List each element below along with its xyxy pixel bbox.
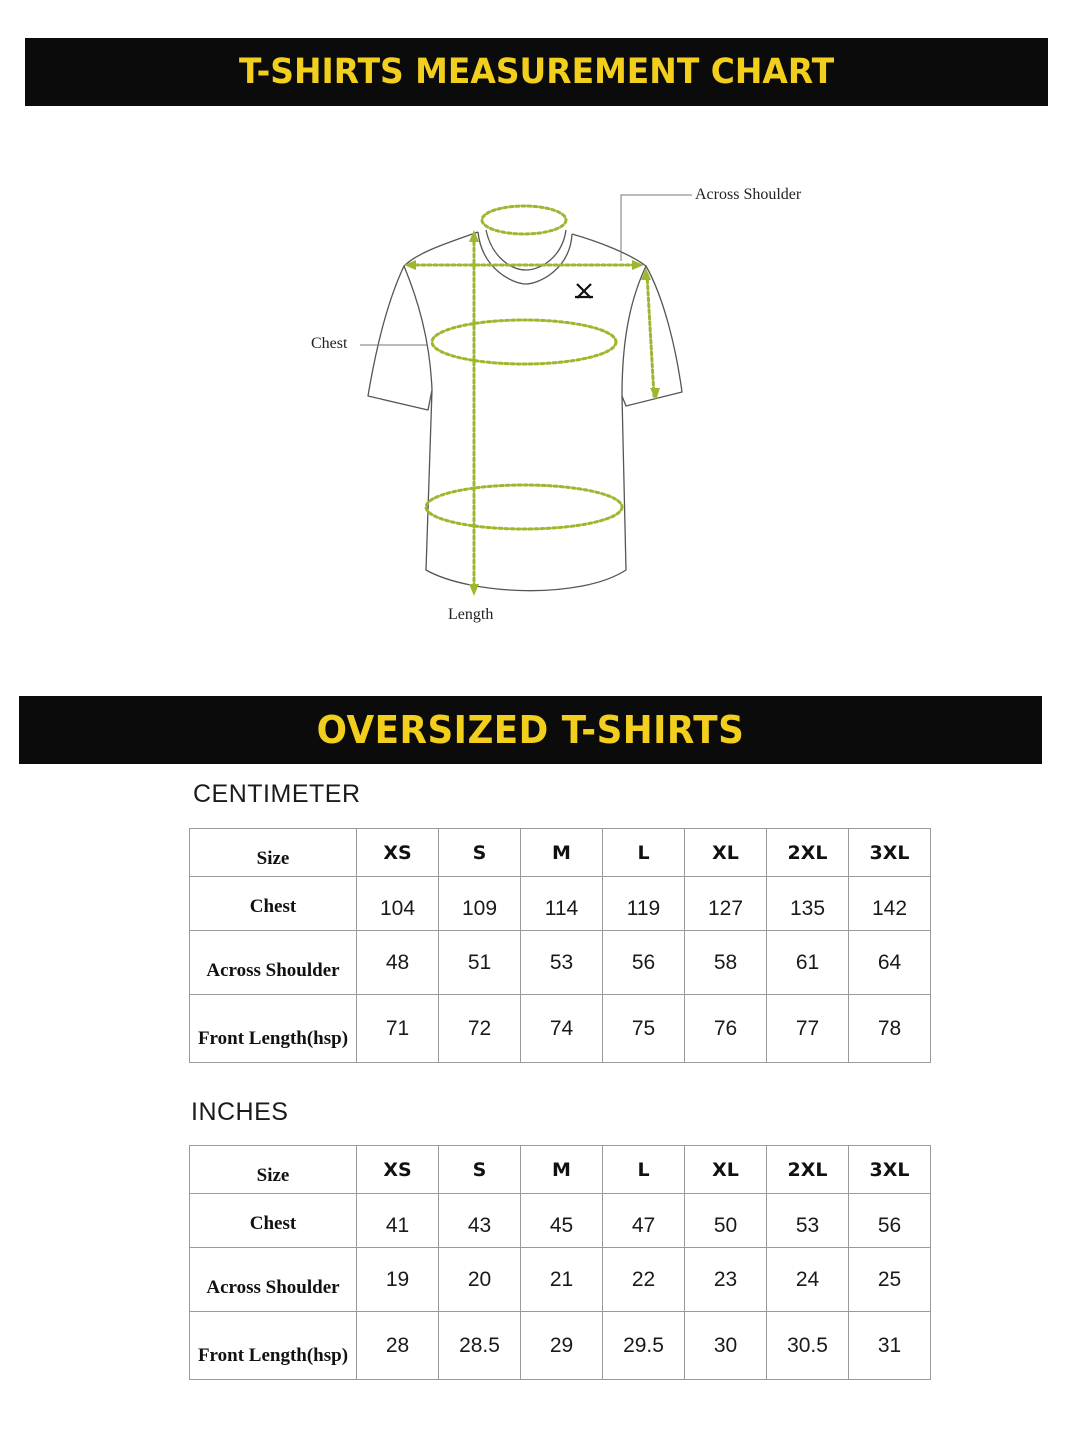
measurement-cell: 75: [603, 995, 685, 1063]
measurement-cell: 77: [767, 995, 849, 1063]
row-label: Front Length(hsp): [190, 1312, 357, 1380]
measurement-cell: 114: [521, 877, 603, 931]
measurement-cell: 41: [357, 1194, 439, 1248]
measurement-cell: 23: [685, 1248, 767, 1312]
measurement-cell: 74: [521, 995, 603, 1063]
size-header-cell: L: [603, 829, 685, 877]
table-row-front-length: [190, 1312, 931, 1380]
measurement-cell: 29.5: [603, 1312, 685, 1380]
measurement-cell: 43: [439, 1194, 521, 1248]
measurement-cell: 20: [439, 1248, 521, 1312]
table-row-across-shoulder: [190, 1248, 931, 1312]
measurement-cell: 135: [767, 877, 849, 931]
measurement-cell: 22: [603, 1248, 685, 1312]
measurement-cell: 78: [849, 995, 931, 1063]
measurement-cell: 28: [357, 1312, 439, 1380]
chart-title: T-SHIRTS MEASUREMENT CHART: [238, 52, 835, 92]
measurement-cell: 142: [849, 877, 931, 931]
measurement-cell: 29: [521, 1312, 603, 1380]
measurement-cell: 53: [767, 1194, 849, 1248]
measurement-cell: 72: [439, 995, 521, 1063]
size-header-cell: XL: [685, 829, 767, 877]
measurement-cell: 30: [685, 1312, 767, 1380]
measurement-cell: 19: [357, 1248, 439, 1312]
measurement-cell: 24: [767, 1248, 849, 1312]
measurement-cell: 76: [685, 995, 767, 1063]
measurement-cell: 47: [603, 1194, 685, 1248]
size-header-cell: XS: [357, 829, 439, 877]
size-table-centimeter: [189, 828, 931, 1063]
measurement-cell: 30.5: [767, 1312, 849, 1380]
measurement-cell: 53: [521, 931, 603, 995]
inches-label: INCHES: [191, 1098, 289, 1126]
measurement-cell: 104: [357, 877, 439, 931]
size-header-cell: M: [521, 829, 603, 877]
measurement-cell: 119: [603, 877, 685, 931]
row-label: Front Length(hsp): [190, 995, 357, 1063]
size-header-cell: L: [603, 1146, 685, 1194]
size-header-cell: XL: [685, 1146, 767, 1194]
size-header-cell: 3XL: [849, 829, 931, 877]
size-table-inches: [189, 1145, 931, 1380]
measurement-cell: 61: [767, 931, 849, 995]
length-label: Length: [448, 606, 494, 623]
size-header-cell: XS: [357, 1146, 439, 1194]
table-row-chest: [190, 877, 931, 931]
measurement-cell: 31: [849, 1312, 931, 1380]
size-header-cell: 2XL: [767, 829, 849, 877]
table-row-chest: [190, 1194, 931, 1248]
tshirt-measurement-diagram: [300, 170, 840, 640]
row-label: Across Shoulder: [190, 1248, 357, 1312]
tshirt-illustration: [300, 170, 840, 640]
measurement-cell: 56: [603, 931, 685, 995]
measurement-cell: 58: [685, 931, 767, 995]
size-column-header: Size: [190, 1146, 357, 1194]
measurement-cell: 127: [685, 877, 767, 931]
section-title: OVERSIZED T-SHIRTS: [316, 708, 745, 752]
measurement-cell: 71: [357, 995, 439, 1063]
measurement-cell: 51: [439, 931, 521, 995]
across-shoulder-label: Across Shoulder: [695, 186, 802, 203]
row-label: Chest: [190, 1194, 357, 1248]
measurement-cell: 64: [849, 931, 931, 995]
row-label: Chest: [190, 877, 357, 931]
size-column-header: Size: [190, 829, 357, 877]
measurement-cell: 50: [685, 1194, 767, 1248]
measurement-cell: 21: [521, 1248, 603, 1312]
measurement-cell: 109: [439, 877, 521, 931]
table-row-across-shoulder: [190, 931, 931, 995]
section-title-banner: [19, 696, 1042, 764]
size-header-cell: 2XL: [767, 1146, 849, 1194]
chart-title-banner: [25, 38, 1048, 106]
size-header-cell: 3XL: [849, 1146, 931, 1194]
centimeter-label: CENTIMETER: [193, 780, 361, 808]
chest-label: Chest: [311, 335, 348, 352]
table-row-front-length: [190, 995, 931, 1063]
size-header-cell: S: [439, 829, 521, 877]
row-label: Across Shoulder: [190, 931, 357, 995]
measurement-cell: 48: [357, 931, 439, 995]
measurement-cell: 56: [849, 1194, 931, 1248]
table-header-row: [190, 1146, 931, 1194]
measurement-cell: 28.5: [439, 1312, 521, 1380]
brand-logo-icon: [575, 284, 593, 298]
size-header-cell: S: [439, 1146, 521, 1194]
size-header-cell: M: [521, 1146, 603, 1194]
measurement-cell: 45: [521, 1194, 603, 1248]
measurement-cell: 25: [849, 1248, 931, 1312]
table-header-row: [190, 829, 931, 877]
